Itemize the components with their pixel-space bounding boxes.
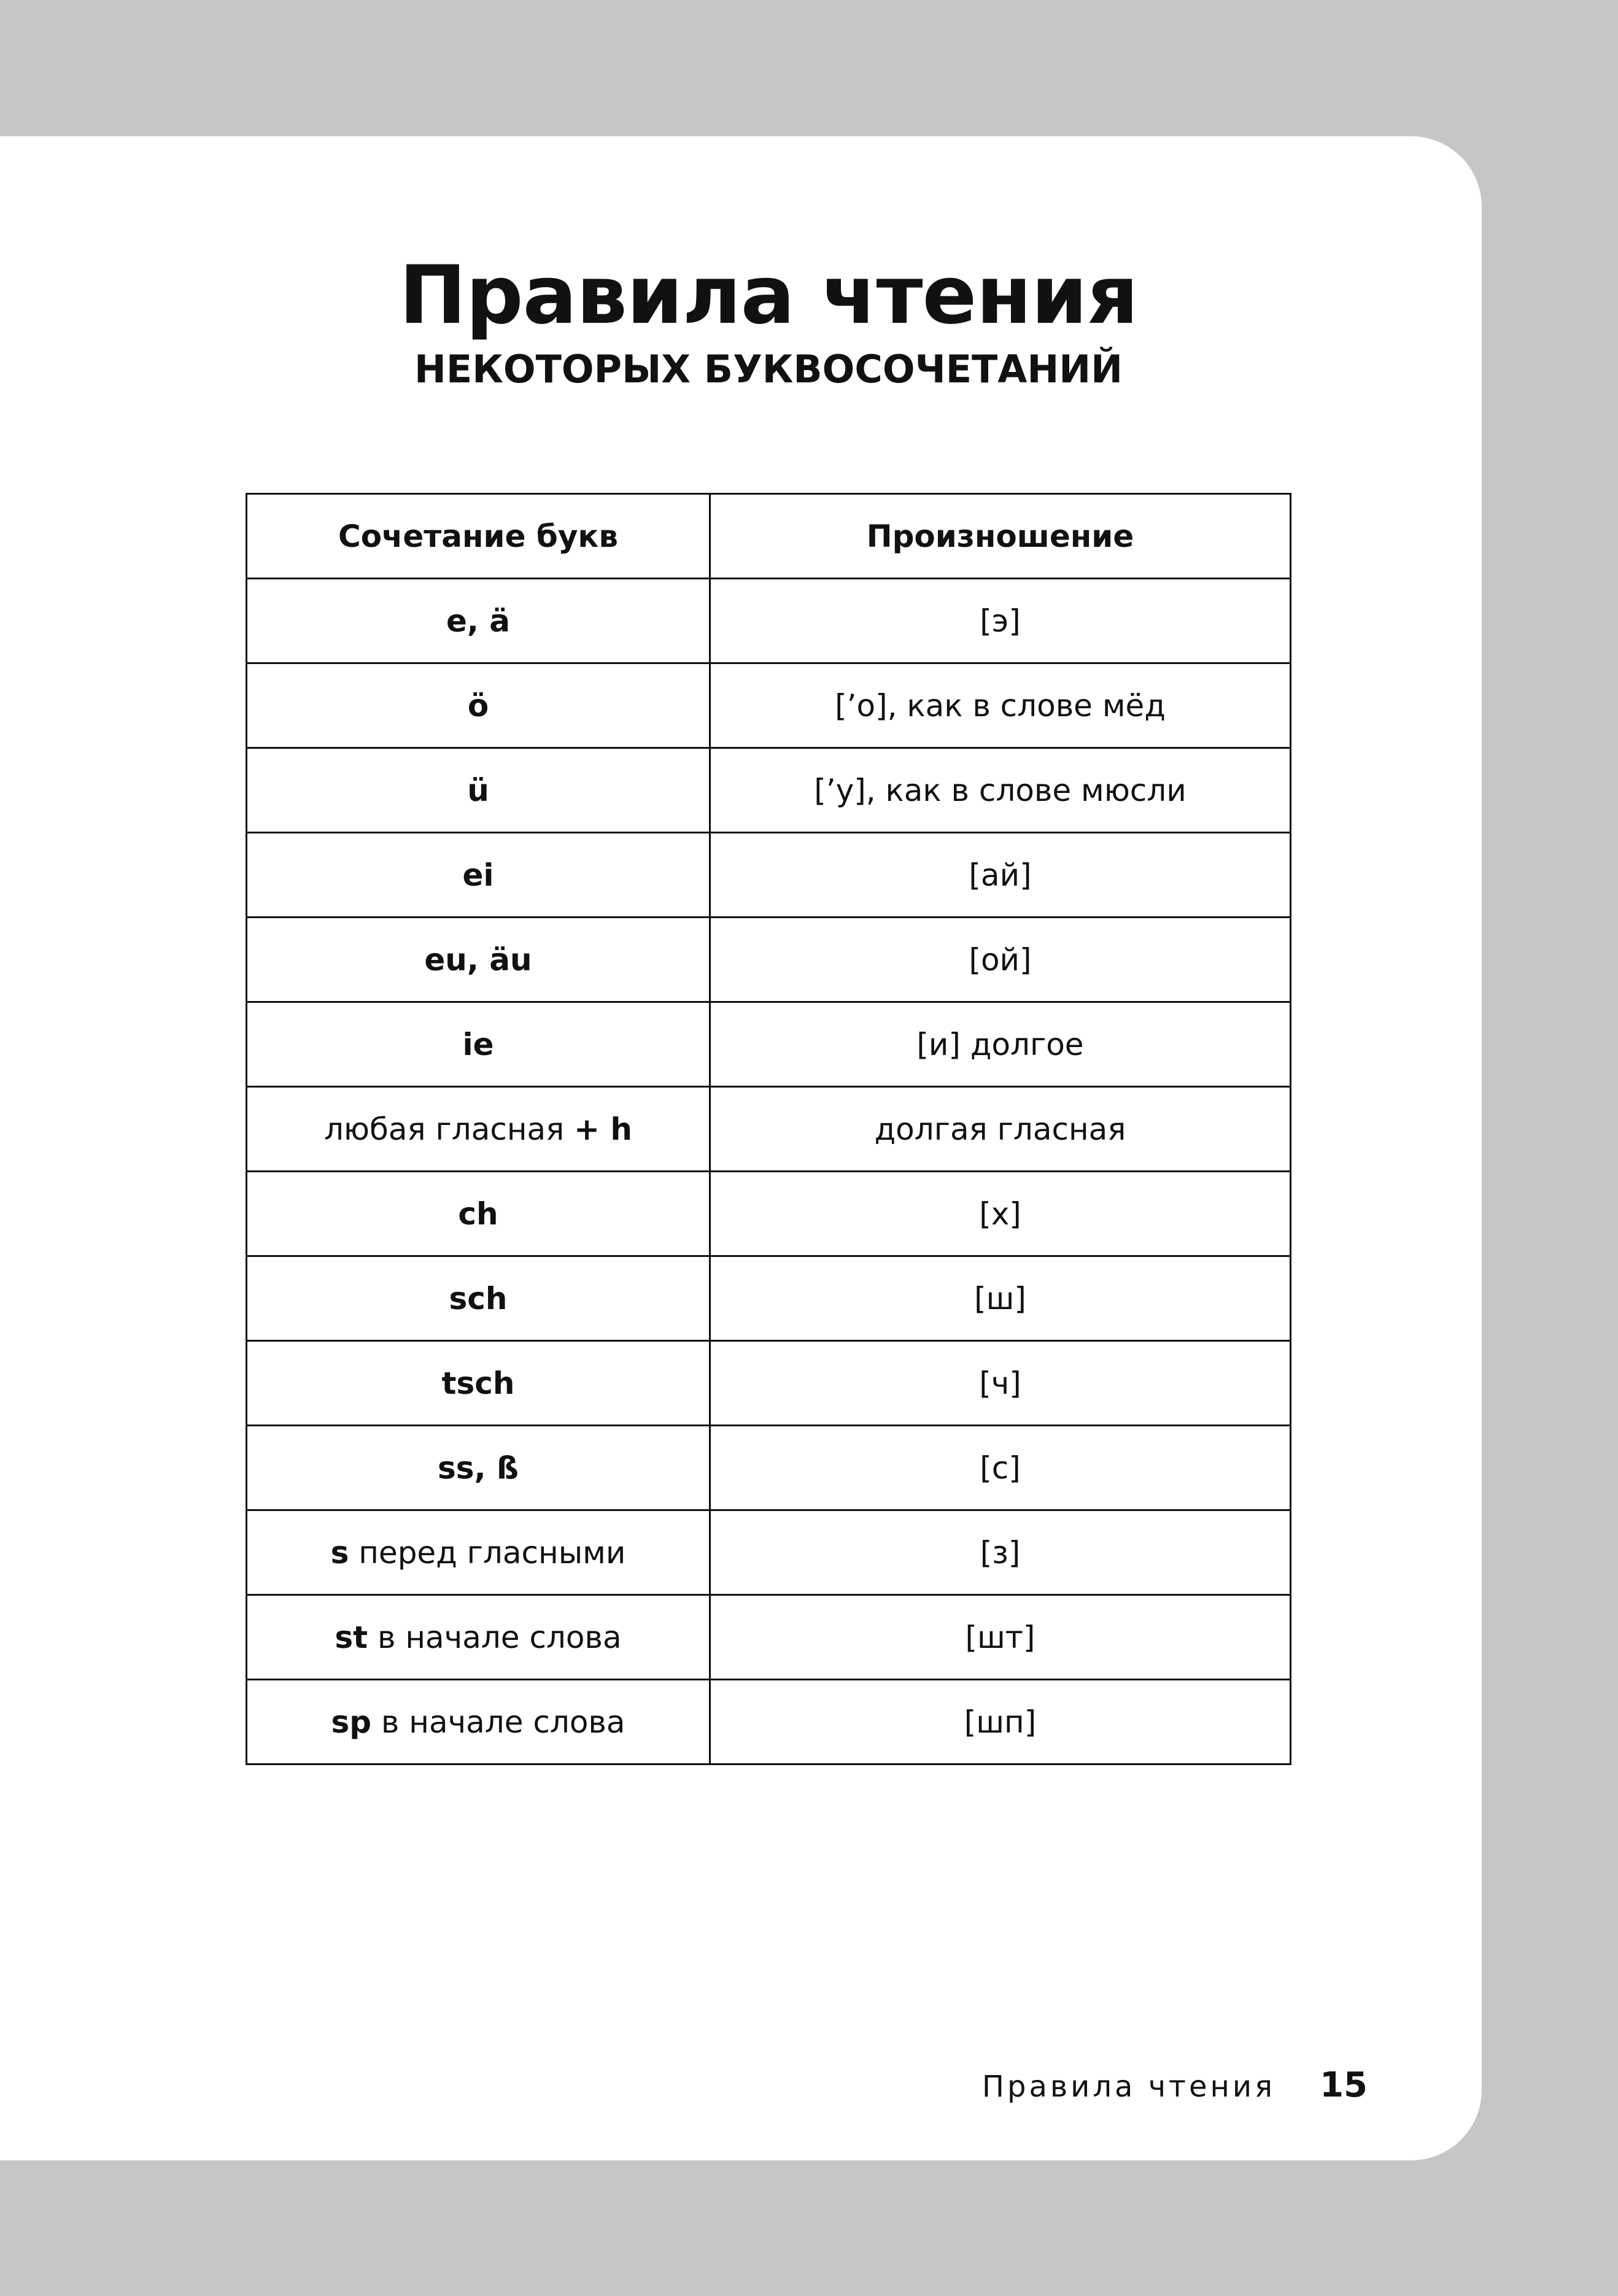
pronunciation-cell: [с] xyxy=(710,1426,1291,1510)
combination-cell xyxy=(247,1426,710,1510)
pronunciation-cell: [ш] xyxy=(710,1256,1291,1341)
pronunciation-cell: [ой] xyxy=(710,918,1291,1002)
table-row xyxy=(247,1510,1291,1595)
pronunciation-cell: [шт] xyxy=(710,1595,1291,1680)
combination-text: ö xyxy=(467,687,489,724)
table-row xyxy=(247,918,1291,1002)
combination-cell xyxy=(247,1341,710,1426)
table-row xyxy=(247,1002,1291,1087)
pronunciation-cell: [э] xyxy=(710,579,1291,663)
combination-text: sp xyxy=(331,1704,372,1740)
header-pronunciation: Произношение xyxy=(710,494,1291,579)
pronunciation-cell: [’у], как в слове мюсли xyxy=(710,748,1291,833)
table-row xyxy=(247,1426,1291,1510)
combination-text: ie xyxy=(462,1026,494,1062)
table-row xyxy=(247,1256,1291,1341)
page-title: Правила чтения xyxy=(399,248,1138,342)
combination-text: eu, äu xyxy=(424,941,532,978)
table-row xyxy=(247,663,1291,748)
pronunciation-cell: [’о], как в слове мёд xyxy=(710,663,1291,748)
table-row xyxy=(247,1341,1291,1426)
header-combination: Сочетание букв xyxy=(247,494,710,579)
pronunciation-cell: [шп] xyxy=(710,1680,1291,1765)
footer-section-label: Правила чтения xyxy=(981,2070,1275,2104)
combination-text: tsch xyxy=(441,1365,515,1401)
combination-cell xyxy=(247,918,710,1002)
pronunciation-cell: [ч] xyxy=(710,1341,1291,1426)
reading-rules-table xyxy=(246,493,1291,1765)
combination-text: ei xyxy=(462,857,494,893)
combination-cell xyxy=(247,579,710,663)
pronunciation-cell: долгая гласная xyxy=(710,1087,1291,1172)
combination-cell xyxy=(247,1172,710,1256)
combination-cell xyxy=(247,748,710,833)
combination-cell xyxy=(247,1087,710,1172)
combination-suffix: в начале слова xyxy=(371,1704,625,1740)
table-row xyxy=(247,1172,1291,1256)
pronunciation-cell: [и] долгое xyxy=(710,1002,1291,1087)
table-row xyxy=(247,1680,1291,1765)
table-row xyxy=(247,1595,1291,1680)
table-header-row xyxy=(247,494,1291,579)
combination-cell xyxy=(247,1680,710,1765)
combination-cell xyxy=(247,1595,710,1680)
combination-suffix: в начале слова xyxy=(368,1619,622,1655)
combination-text: s xyxy=(330,1534,349,1571)
combination-text: любая гласная xyxy=(323,1111,575,1147)
page-number: 15 xyxy=(1320,2065,1368,2105)
table-row xyxy=(247,748,1291,833)
combination-cell xyxy=(247,1256,710,1341)
combination-text: e, ä xyxy=(446,603,511,639)
pronunciation-cell: [з] xyxy=(710,1510,1291,1595)
combination-text: ü xyxy=(467,772,489,808)
combination-text: sch xyxy=(449,1280,508,1316)
table-row xyxy=(247,833,1291,918)
pronunciation-cell: [ай] xyxy=(710,833,1291,918)
table-row xyxy=(247,1087,1291,1172)
combination-cell xyxy=(247,833,710,918)
page-subtitle: НЕКОТОРЫХ БУКВОСОЧЕТАНИЙ xyxy=(414,347,1123,392)
table-row xyxy=(247,579,1291,663)
pronunciation-cell: [х] xyxy=(710,1172,1291,1256)
combination-text: ss, ß xyxy=(438,1450,519,1486)
combination-suffix: перед гласными xyxy=(349,1534,626,1571)
combination-cell xyxy=(247,1510,710,1595)
combination-text: st xyxy=(335,1619,368,1655)
combination-suffix: + h xyxy=(574,1111,633,1147)
combination-cell xyxy=(247,1002,710,1087)
page-sheet xyxy=(0,136,1482,2160)
combination-text: ch xyxy=(458,1196,498,1232)
combination-cell xyxy=(247,663,710,748)
